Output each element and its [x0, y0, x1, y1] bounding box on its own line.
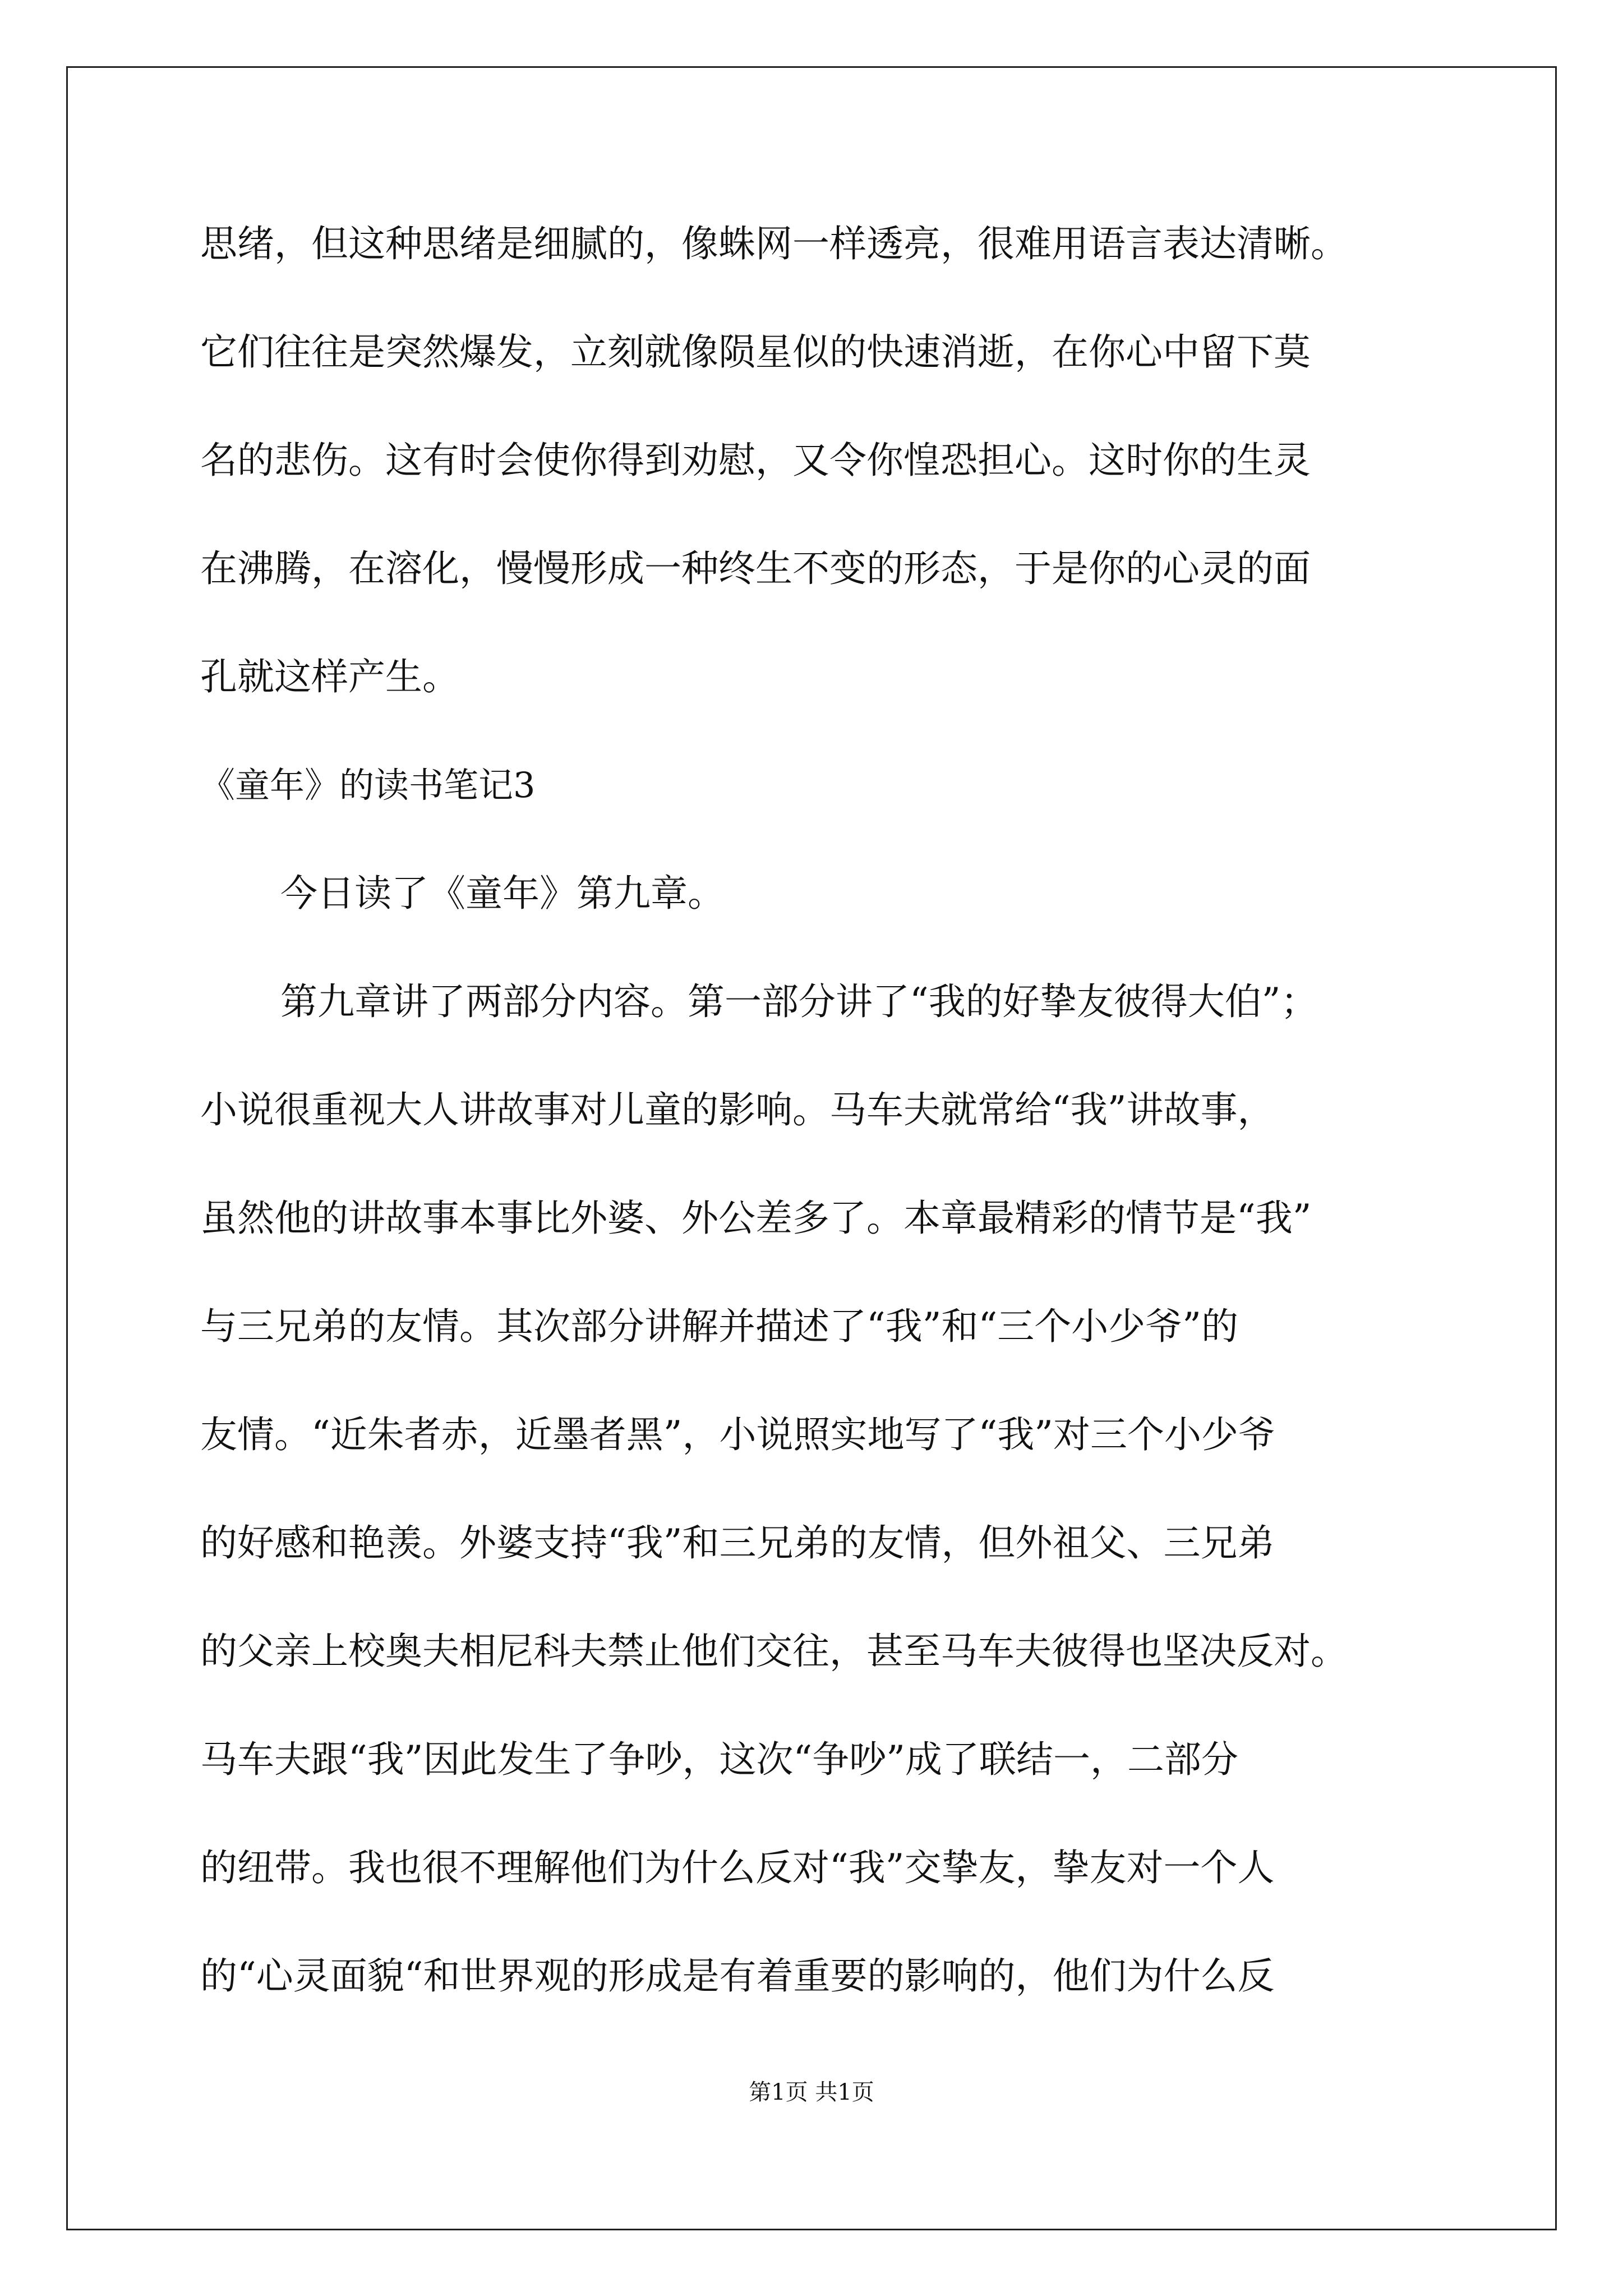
section-title: 《童年》的读书笔记3 [200, 765, 536, 806]
paragraph-1-line-4: 在沸腾，在溶化，慢慢形成一种终生不变的形态，于是你的心灵的面 [200, 547, 1311, 590]
page-border [66, 66, 1557, 2230]
paragraph-1-line-1: 思绪，但这种思绪是细腻的，像蛛网一样透亮，很难用语言表达清晰。 [200, 222, 1348, 265]
paragraph-3-line-8: 马车夫跟“我”因此发生了争吵，这次“争吵”成了联结一，二部分 [200, 1738, 1238, 1781]
paragraph-3-line-6: 的好感和艳羡。外婆支持“我”和三兄弟的友情，但外祖父、三兄弟 [200, 1521, 1275, 1565]
paragraph-3-line-7: 的父亲上校奥夫相尼科夫禁止他们交往，甚至马车夫彼得也坚决反对。 [200, 1630, 1348, 1673]
paragraph-3-line-2: 小说很重视大人讲故事对儿童的影响。马车夫就常给“我”讲故事， [200, 1088, 1275, 1131]
paragraph-3-line-1: 第九章讲了两部分内容。第一部分讲了“我的好挚友彼得大伯”； [280, 980, 1318, 1023]
paragraph-3-line-10: 的“心灵面貌“和世界观的形成是有着重要的影响的，他们为什么反 [200, 1954, 1275, 1998]
paragraph-3-line-5: 友情。“近朱者赤，近墨者黑”，小说照实地写了“我”对三个小少爷 [200, 1413, 1275, 1456]
paragraph-3-line-9: 的纽带。我也很不理解他们为什么反对“我”交挚友，挚友对一个人 [200, 1846, 1275, 1889]
paragraph-3-line-4: 与三兄弟的友情。其次部分讲解并描述了“我”和“三个小少爷”的 [200, 1305, 1238, 1348]
paragraph-2: 今日读了《童年》第九章。 [280, 872, 725, 915]
paragraph-1-line-3: 名的悲伤。这有时会使你得到劝慰，又令你惶恐担心。这时你的生灵 [200, 439, 1311, 482]
page-footer: 第1页 共1页 [749, 2079, 874, 2105]
paragraph-1-line-5: 孔就这样产生。 [200, 655, 459, 698]
paragraph-3-line-3: 虽然他的讲故事本事比外婆、外公差多了。本章最精彩的情节是“我” [200, 1197, 1312, 1240]
paragraph-1-line-2: 它们往往是突然爆发，立刻就像陨星似的快速消逝，在你心中留下莫 [200, 330, 1311, 374]
